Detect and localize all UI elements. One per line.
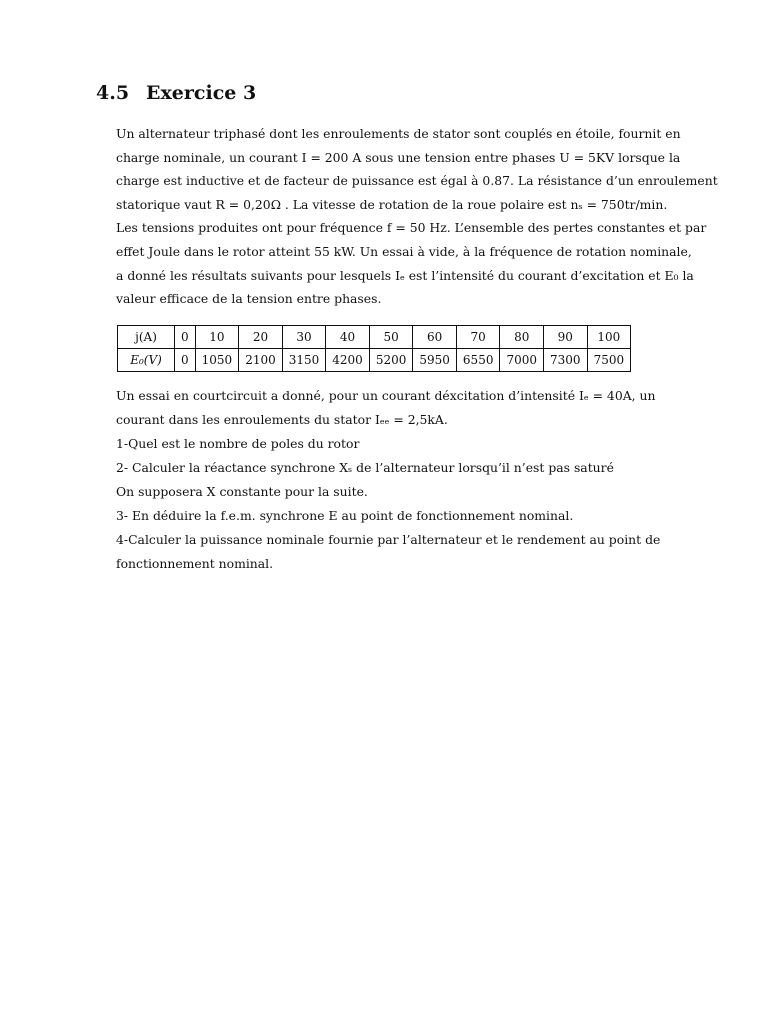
table-cell: 70	[456, 326, 500, 349]
table-cell: 90	[544, 326, 588, 349]
table-cell: 5200	[369, 349, 413, 372]
problem-statement	[116, 122, 718, 311]
paragraph-line: statorique vaut R = 0,20Ω . La vitesse de rotation de la roue polaire est nₛ = 750tr/min.	[116, 196, 668, 212]
paragraph-line: charge nominale, un courant I = 200 A sous une tension entre phases U = 5KV lorsque la	[116, 149, 681, 165]
table-cell: 5950	[413, 349, 457, 372]
table-cell: 50	[369, 326, 413, 349]
table-cell: 20	[239, 326, 283, 349]
table-row-voltage	[118, 349, 631, 372]
no-load-test-table	[117, 325, 631, 372]
table-cell: 7500	[587, 349, 631, 372]
table-row-current	[118, 326, 631, 349]
table-cell: 7300	[544, 349, 588, 372]
question-4-continuation: fonctionnement nominal.	[116, 556, 274, 571]
short-circuit-test-paragraph	[116, 384, 656, 431]
question-4: 4-Calculer la puissance nominale fournie par l’alternateur et le rendement au point de	[116, 532, 661, 547]
table-cell: 100	[587, 326, 631, 349]
question-1: 1-Quel est le nombre de poles du rotor	[116, 436, 360, 451]
table-cell: 40	[326, 326, 370, 349]
table-cell: 4200	[326, 349, 370, 372]
section-title: Exercice 3	[146, 82, 257, 104]
table-cell: 60	[413, 326, 457, 349]
section-heading	[96, 82, 256, 104]
paragraph-line: valeur efficace de la tension entre phases.	[116, 291, 382, 307]
assumption-note: On supposera X constante pour la suite.	[116, 484, 368, 499]
question-2: 2- Calculer la réactance synchrone Xₛ de l’alternateur lorsqu’il n’est pas saturé	[116, 460, 614, 475]
table-cell: 6550	[456, 349, 500, 372]
question-3: 3- En déduire la f.e.m. synchrone E au point de fonctionnement nominal.	[116, 508, 574, 523]
table-cell: 3150	[282, 349, 326, 372]
paragraph-line: charge est inductive et de facteur de puissance est égal à 0.87. La résistance d’un enroulement	[116, 173, 718, 189]
table-cell: 0	[175, 326, 196, 349]
table-cell: 10	[195, 326, 239, 349]
paragraph-line: courant dans les enroulements du stator Iₑₑ = 2,5kA.	[116, 411, 448, 427]
table-cell: 1050	[195, 349, 239, 372]
section-number: 4.5	[96, 82, 130, 104]
paragraph-line: effet Joule dans le rotor atteint 55 kW. Un essai à vide, à la fréquence de rotation nominale,	[116, 243, 692, 259]
paragraph-line: Un alternateur triphasé dont les enroulements de stator sont couplés en étoile, fournit en	[116, 126, 681, 141]
row-label-current: j(A)	[118, 326, 175, 349]
row-label-voltage: E₀(V)	[118, 349, 175, 372]
table-cell: 7000	[500, 349, 544, 372]
table-cell: 0	[175, 349, 196, 372]
table-cell: 2100	[239, 349, 283, 372]
paragraph-line: Les tensions produites ont pour fréquence f = 50 Hz. L’ensemble des pertes constantes et par	[116, 220, 707, 236]
paragraph-line: a donné les résultats suivants pour lesquels Iₑ est l’intensité du courant d’excitation et E₀ la	[116, 267, 694, 283]
paragraph-line: Un essai en courtcircuit a donné, pour un courant déxcitation d’intensité Iₑ = 40A, un	[116, 388, 656, 403]
table-cell: 80	[500, 326, 544, 349]
table-cell: 30	[282, 326, 326, 349]
